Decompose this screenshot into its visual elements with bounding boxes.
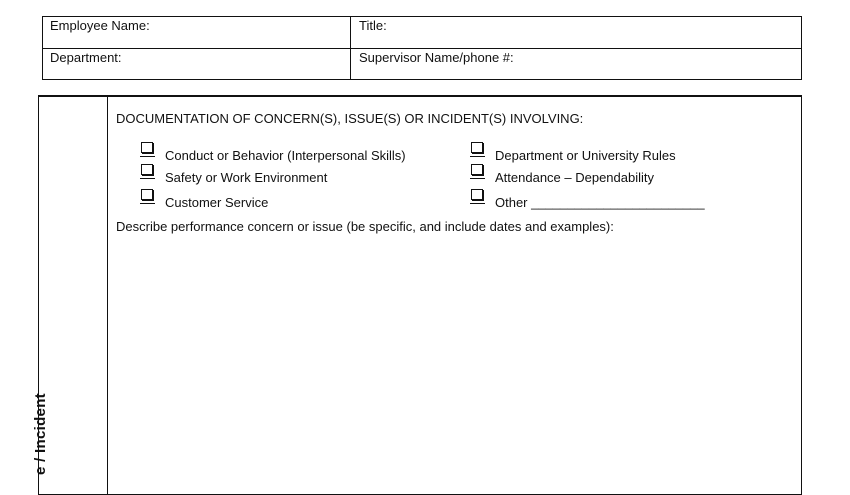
department-rules-label: Department or University Rules [495, 148, 676, 163]
other-checkbox[interactable] [471, 189, 483, 200]
other-label: Other ________________________ [495, 195, 705, 210]
safety-environment-checkbox[interactable] [141, 164, 153, 175]
side-label-column [39, 97, 108, 494]
title-label: Title: [359, 18, 387, 33]
department-rules-checkbox[interactable] [471, 142, 483, 153]
description-area[interactable] [110, 238, 798, 478]
describe-instruction: Describe performance concern or issue (be specific, and include dates and examples): [116, 219, 614, 234]
department-label: Department: [50, 50, 122, 65]
employee-name-label: Employee Name: [50, 18, 150, 33]
attendance-checkbox[interactable] [471, 164, 483, 175]
supervisor-label: Supervisor Name/phone #: [359, 50, 514, 65]
customer-service-label: Customer Service [165, 195, 269, 210]
documentation-heading: DOCUMENTATION OF CONCERN(S), ISSUE(S) OR INCIDENT(S) INVOLVING: [116, 111, 584, 126]
customer-service-checkbox[interactable] [141, 189, 153, 200]
supervisor-cell[interactable] [351, 49, 801, 80]
employee-name-cell[interactable] [43, 17, 351, 49]
side-section-label: e / Incident [32, 393, 49, 475]
conduct-behavior-checkbox[interactable] [141, 142, 153, 153]
employee-info-table [42, 16, 802, 80]
department-cell[interactable] [43, 49, 351, 80]
conduct-behavior-label: Conduct or Behavior (Interpersonal Skills) [165, 148, 406, 163]
attendance-label: Attendance – Dependability [495, 170, 655, 185]
title-cell[interactable] [351, 17, 801, 49]
safety-environment-label: Safety or Work Environment [165, 170, 328, 185]
